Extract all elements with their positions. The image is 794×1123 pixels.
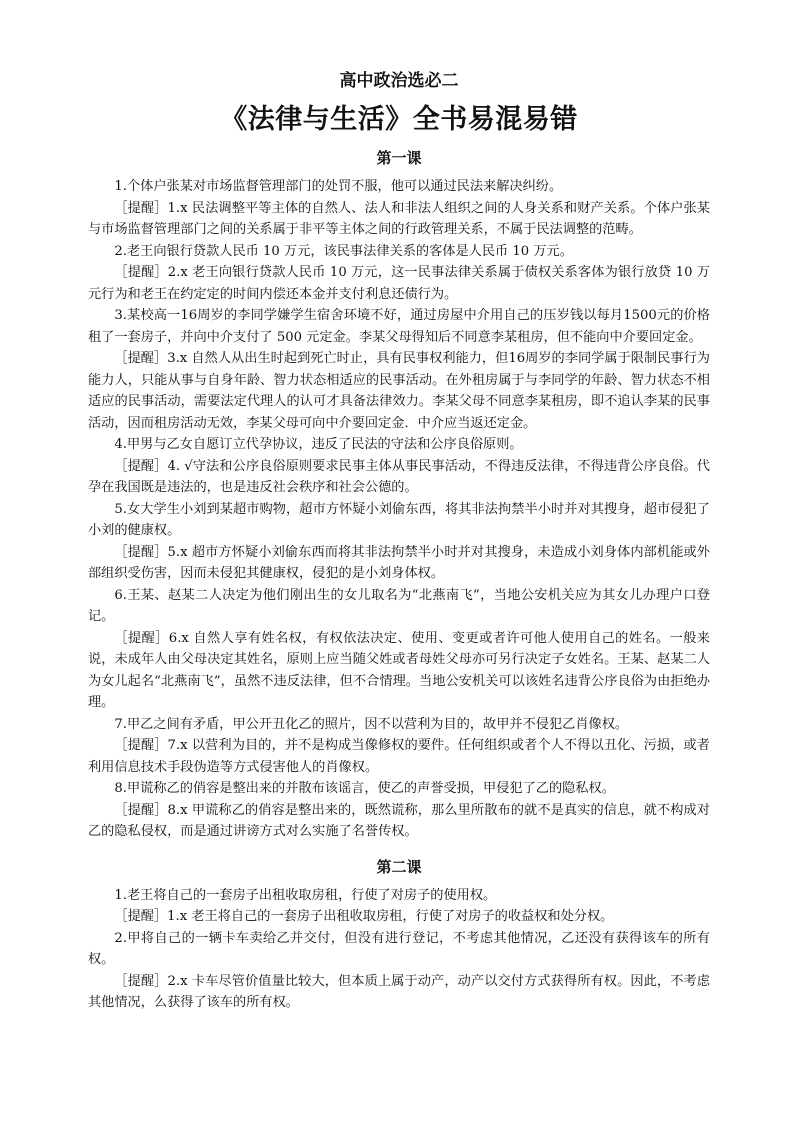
question-paragraph: 2.甲将自己的一辆卡车卖给乙并交付，但没有进行登记，不考虑其他情况，乙还没有获得该车的所有权。	[88, 930, 710, 967]
question-paragraph: 1.个体户张某对市场监督管理部门的处罚不服，他可以通过民法来解决纠纷。	[114, 179, 563, 194]
lesson-heading: 第一课	[376, 149, 422, 167]
lesson-gap	[88, 843, 710, 853]
question-paragraph: 5.女大学生小刘到某超市购物，超市方怀疑小刘偷东西，将其非法拘禁半小时并对其搜身，超市侵犯了小刘的健康权。	[88, 501, 710, 538]
reminder-paragraph: ［提醒］5.x 超市方怀疑小刘偷东西而将其非法拘禁半小时并对其搜身，未造成小刘身体内部机能或外部组织受伤害，因而未侵犯其健康权，侵犯的是小刘身体权。	[88, 544, 710, 581]
lessons-container	[88, 146, 710, 1014]
subject-title: 高中政治选必二	[339, 71, 459, 91]
question-paragraph: 3.某校高一16周岁的李同学嫌学生宿舍环境不好，通过房屋中介用自己的压岁钱以每月1500元的价格租了一套房子，并向中介支付了 500 元定金。李某父母得知后不同意李某租房，但不能向中介要回定金。	[88, 308, 710, 345]
question-paragraph: 7.甲乙之间有矛盾，甲公开丑化乙的照片，因不以营利为目的，故甲并不侵犯乙肖像权。	[114, 716, 629, 732]
question-paragraph: 1.老王将自己的一套房子出租收取房租，行使了对房子的使用权。	[114, 887, 497, 903]
reminder-paragraph: ［提醒］7.x 以营利为目的，并不是构成当像修权的要件。任何组织或者个人不得以丑化、污损，或者利用信息技术手段伪造等方式侵害他人的肖像权。	[88, 738, 710, 775]
reminder-paragraph: ［提醒］1.x 老王将自己的一套房子出租收取房租，行使了对房子的收益权和处分权。	[114, 909, 614, 924]
lesson-section	[88, 855, 710, 1014]
reminder-paragraph: ［提醒］6.x 自然人享有姓名权，有权依法决定、使用、变更或者许可他人使用自己的姓名。一般来说，未成年人由父母决定其姓名，原则上应当随父姓或者母姓父母亦可另行决定子女姓名。王某、赵某二人为女儿起名“北燕南飞”，虽然不违反法律，但不合情理。当地公安机关可以该姓名违背公序良俗为由拒绝办理。	[88, 630, 710, 710]
reminder-paragraph: ［提醒］2.x 老王向银行贷款人民币 10 万元，这一民事法律关系属于债权关系客体为银行放贷 10 万元行为和老王在约定定的时间内偿还本金并支付利息还债行为。	[88, 265, 710, 302]
reminder-paragraph: ［提醒］8.x 甲谎称乙的俏容是整出来的，既然谎称，那么里所散布的就不是真实的信息，就不构成对乙的隐私侵权，而是通过讲谤方式对么实施了名誉传权。	[88, 802, 710, 839]
reminder-paragraph: ［提醒］4. √守法和公序良俗原则要求民事主体从事民事活动，不得违反法律，不得违背公序良俗。代孕在我国既是违法的，也是违反社会秩序和社会公德的。	[88, 458, 710, 495]
lesson-heading: 第二课	[376, 857, 422, 876]
question-paragraph: 2.老王向银行贷款人民币 10 万元，该民事法律关系的客体是人民币 10 万元。	[114, 243, 573, 259]
reminder-paragraph: ［提醒］1.x 民法调整平等主体的自然人、法人和非法人组织之间的人身关系和财产关系。个体户张某与市场监督管理部门之间的关系属于非平等主体之间的行政管理关系，不属于民法调整的范畴。	[88, 200, 710, 237]
question-paragraph: 8.甲谎称乙的俏容是整出来的并散布该谣言，使乙的声誉受损，甲侵犯了乙的隐私权。	[114, 781, 615, 796]
question-paragraph: 6.王某、赵某二人决定为他们刚出生的女儿取名为“北燕南飞”，当地公安机关应为其女儿办理户口登记。	[88, 587, 710, 624]
document-page	[88, 64, 710, 1014]
reminder-paragraph: ［提醒］3.x 自然人从出生时起到死亡时止，具有民事权利能力，但16周岁的李同学属于限制民事行为能力人，只能从事与自身年龄、智力状态相适应的民事活动。在外租房属于与李同学的年龄、智力状态不相适应的民事活动，需要法定代理人的认可才具备法律效力。李某父母不同意李某租房，即不追认李某的民事活动，因而租房活动无效，李某父母可向中介要回定金．中介应当返还定金。	[88, 351, 710, 431]
lesson-section	[88, 146, 710, 843]
document-title: 《法律与生活》全书易混易错	[220, 104, 578, 135]
question-paragraph: 4.甲男与乙女自愿订立代孕协议，违反了民法的守法和公序良俗原则。	[114, 437, 523, 452]
reminder-paragraph: ［提醒］2.x 卡车尽管价值量比较大，但本质上属于动产，动产以交付方式获得所有权。因此，不考虑其他情况，么获得了该车的所有权。	[88, 973, 710, 1010]
